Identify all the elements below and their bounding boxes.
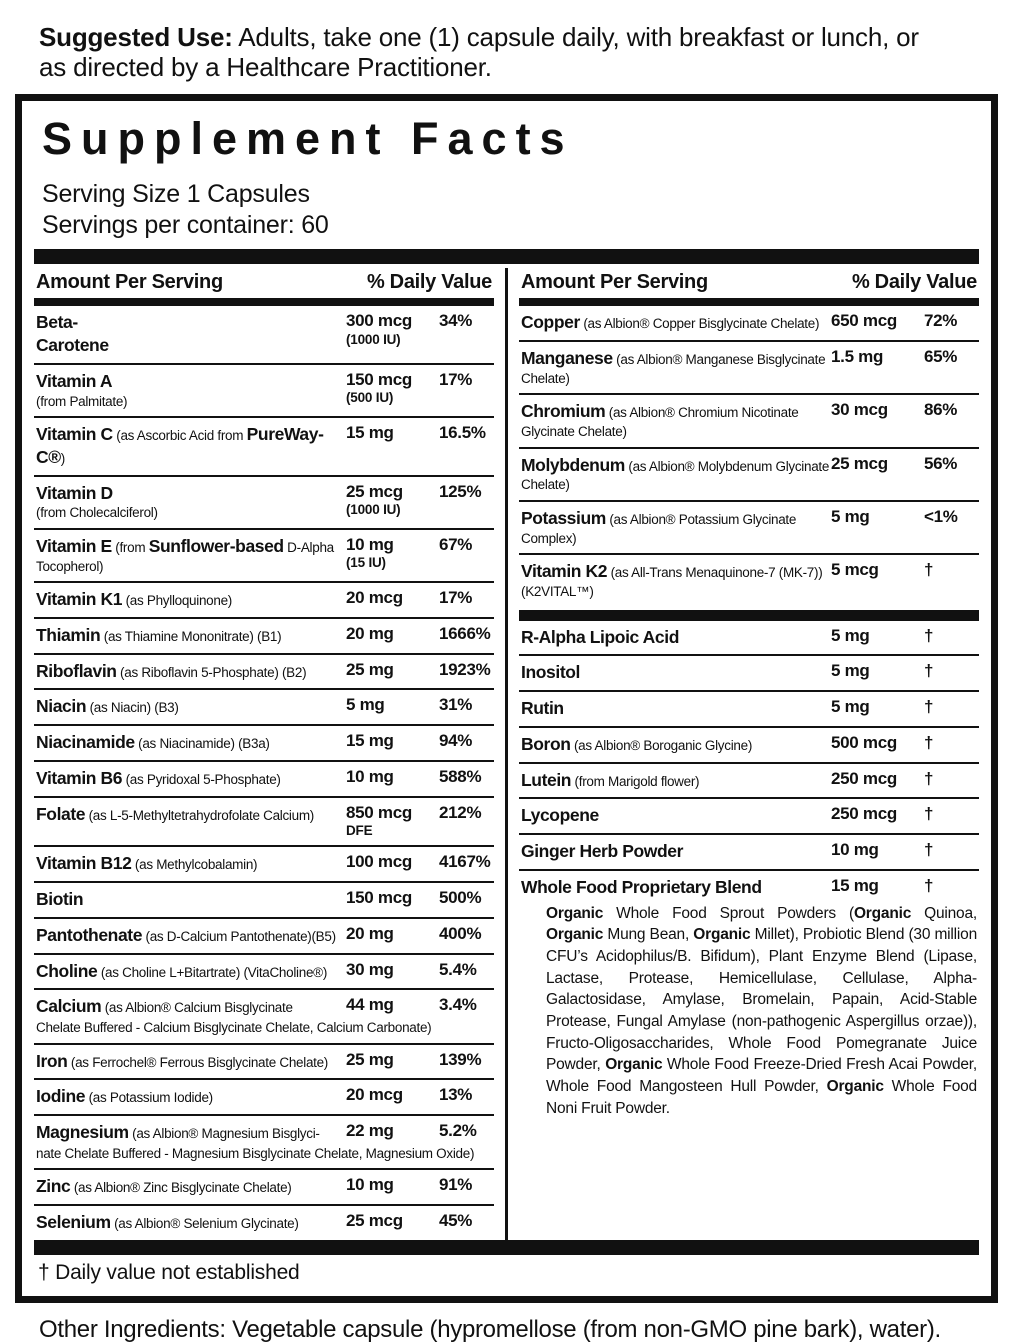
nutrient-daily-value: † (924, 768, 934, 788)
nutrient-name: Lycopene (521, 805, 599, 826)
nutrient-row (34, 306, 494, 363)
nutrient-daily-value: † (924, 697, 934, 717)
nutrient-daily-value: 31% (439, 695, 473, 715)
nutrient-amount: 300 mcg (1000 IU) (346, 311, 412, 347)
nutrient-columns (34, 268, 979, 1240)
nutrient-daily-value: † (924, 625, 934, 645)
nutrient-daily-value: 125% (439, 481, 482, 501)
nutrient-row (34, 917, 494, 953)
nutrient-name: Riboflavin (as Riboflavin 5-Phosphate) (B2) (36, 660, 307, 681)
nutrient-row (519, 621, 979, 655)
nutrient-name: R-Alpha Lipoic Acid (521, 626, 680, 647)
nutrient-name: Folate (as L-5-Methyltetrahydrofolate Calcium) (36, 803, 314, 824)
nutrient-name: Vitamin D (from Cholecalciferol) (36, 482, 158, 521)
nutrient-daily-value: 94% (439, 731, 473, 751)
amount-per-serving-header: Amount Per Serving (36, 271, 223, 294)
nutrient-row (34, 1114, 494, 1168)
nutrient-amount: 20 mg (346, 923, 394, 943)
nutrient-name: Rutin (521, 698, 564, 719)
nutrient-name: Molybdenum (as Albion® Molybdenum Glycinate Chelate) (521, 454, 830, 493)
nutrient-amount: 20 mg (346, 623, 394, 643)
nutrient-amount: 10 mg (831, 840, 879, 860)
nutrient-daily-value: 34% (439, 311, 473, 331)
nutrient-row (34, 1204, 494, 1240)
nutrient-row (519, 797, 979, 833)
amount-per-serving-header: Amount Per Serving (521, 271, 708, 294)
nutrient-row (34, 475, 494, 528)
nutrient-row (34, 881, 494, 917)
nutrient-daily-value: 139% (439, 1049, 482, 1069)
nutrient-daily-value: † (924, 840, 934, 860)
nutrient-amount: 5 mg (831, 661, 870, 681)
nutrient-amount: 22 mg (346, 1121, 394, 1141)
nutrient-name: Vitamin K1 (as Phylloquinone) (36, 589, 232, 610)
nutrient-amount: 30 mg (346, 959, 394, 979)
panel-title: Supplement Facts (42, 113, 574, 165)
nutrient-amount: 100 mcg (346, 852, 412, 872)
nutrient-row (34, 796, 494, 846)
nutrient-daily-value: 17% (439, 369, 473, 389)
nutrient-name: Magnesium (as Albion® Magnesium Bisglyci- (36, 1122, 320, 1143)
nutrient-row (34, 688, 494, 724)
column-divider (505, 268, 508, 1240)
nutrient-name: Beta- Carotene (36, 312, 109, 356)
nutrient-name: Vitamin B12 (as Methylcobalamin) (36, 853, 258, 874)
nutrient-amount: 25 mcg (831, 453, 888, 473)
nutrient-name: Niacin (as Niacin) (B3) (36, 696, 179, 717)
nutrient-amount: 15 mg (831, 875, 879, 895)
daily-value-header: % Daily Value (851, 271, 977, 294)
nutrient-name: Vitamin K2 (as All-Trans Menaquinone-7 (MK-7)) (K2VITAL™) (521, 561, 823, 599)
suggested-use-label: Suggested Use: (39, 22, 233, 52)
nutrient-name: Iron (as Ferrochel® Ferrous Bisglycinate Chelate) (36, 1050, 329, 1071)
other-ingredients: Other Ingredients: Vegetable capsule (hypromellose (from non-GMO pine bark), water). (39, 1315, 941, 1343)
nutrient-amount: 15 mg (346, 731, 394, 751)
nutrient-row (519, 726, 979, 762)
nutrient-name: Potassium (as Albion® Potassium Glycinate Complex) (521, 507, 797, 546)
nutrient-daily-value: 72% (924, 311, 958, 331)
nutrient-row (34, 953, 494, 989)
nutrient-daily-value: 91% (439, 1175, 473, 1195)
daily-value-header: % Daily Value (366, 271, 492, 294)
nutrient-daily-value: 45% (439, 1211, 473, 1231)
supplement-facts-panel (15, 94, 998, 1303)
nutrient-row (34, 581, 494, 617)
nutrient-name: Inositol (521, 662, 581, 683)
nutrient-daily-value: 1923% (439, 659, 491, 679)
right-nutrient-list (519, 306, 979, 1127)
nutrient-row (34, 845, 494, 881)
nutrient-amount: 10 mg (15 IU) (346, 534, 394, 571)
nutrient-amount: 20 mcg (346, 588, 403, 608)
nutrient-row (519, 553, 979, 606)
nutrient-name: Iodine (as Potassium Iodide) (36, 1086, 213, 1107)
right-column-header (519, 268, 979, 298)
nutrient-amount: 5 mg (831, 506, 870, 526)
nutrient-amount: 5 mcg (831, 560, 879, 580)
left-column-header (34, 268, 494, 298)
nutrient-daily-value: <1% (924, 506, 958, 526)
nutrient-name: Ginger Herb Powder (521, 841, 683, 862)
nutrient-row (519, 393, 979, 446)
nutrient-amount: 250 mcg (831, 768, 897, 788)
nutrient-row (519, 762, 979, 798)
nutrient-name: Vitamin C (as Ascorbic Acid from PureWay-C®) (36, 424, 324, 467)
nutrient-amount: 150 mcg (346, 888, 412, 908)
nutrient-daily-value: 17% (439, 588, 473, 608)
nutrient-row (519, 500, 979, 553)
nutrient-row (34, 653, 494, 689)
nutrient-name: Vitamin A (from Palmitate) (36, 370, 128, 409)
suggested-use (39, 22, 944, 82)
nutrient-daily-value: † (924, 804, 934, 824)
nutrient-daily-value: 3.4% (439, 995, 477, 1015)
nutrient-amount: 10 mg (346, 766, 394, 786)
section-divider-top (34, 249, 979, 264)
nutrient-daily-value: 500% (439, 888, 482, 908)
nutrient-daily-value: † (924, 661, 934, 681)
nutrient-daily-value: 16.5% (439, 423, 486, 443)
nutrient-name: Thiamin (as Thiamine Mononitrate) (B1) (36, 624, 282, 645)
nutrient-amount: 250 mcg (831, 804, 897, 824)
header-underline-bar (519, 298, 979, 306)
serving-size: Serving Size 1 Capsules (42, 180, 310, 209)
nutrient-daily-value: 212% (439, 802, 482, 822)
nutrient-daily-value: 13% (439, 1085, 473, 1105)
nutrient-daily-value: 588% (439, 766, 482, 786)
nutrient-amount: 10 mg (346, 1175, 394, 1195)
section-divider-bottom (34, 1240, 979, 1255)
suggested-use-text: Adults, take one (1) capsule daily, with breakfast or lunch, or as directed by a Healthcare Practitioner. (39, 22, 919, 83)
nutrient-amount: 500 mcg (831, 732, 897, 752)
header-underline-bar (34, 298, 494, 306)
nutrient-row (519, 654, 979, 690)
nutrient-daily-value: 5.2% (439, 1121, 477, 1141)
nutrient-name: Chromium (as Albion® Chromium Nicotinate Glycinate Chelate) (521, 401, 799, 440)
nutrient-name: Selenium (as Albion® Selenium Glycinate) (36, 1212, 299, 1233)
nutrient-row (34, 1168, 494, 1204)
nutrient-daily-value: 65% (924, 347, 958, 367)
nutrient-amount: 25 mcg (1000 IU) (346, 481, 403, 517)
nutrient-row (34, 617, 494, 653)
nutrient-row (519, 690, 979, 726)
nutrient-daily-value: 5.4% (439, 959, 477, 979)
nutrient-name: Biotin (36, 889, 84, 910)
nutrient-row (34, 528, 494, 581)
daily-value-footnote: † Daily value not established (38, 1260, 300, 1284)
nutrient-daily-value: 4167% (439, 852, 491, 872)
nutrient-amount: 25 mg (346, 1049, 394, 1069)
nutrient-name: Manganese (as Albion® Manganese Bisglycinate Chelate) (521, 348, 826, 386)
nutrient-row (34, 760, 494, 796)
nutrient-row (519, 833, 979, 869)
nutrient-amount: 850 mcg DFE (346, 802, 412, 839)
servings-per-container: Servings per container: 60 (42, 210, 329, 239)
nutrient-name: Copper (as Albion® Copper Bisglycinate Chelate) (521, 312, 820, 333)
nutrient-amount: 15 mg (346, 423, 394, 443)
right-column (519, 268, 979, 1240)
nutrient-name: Calcium (as Albion® Calcium Bisglycinate (36, 996, 293, 1017)
nutrient-daily-value: † (924, 560, 934, 580)
nutrient-daily-value: 400% (439, 923, 482, 943)
section-divider (519, 610, 979, 621)
nutrient-name: Vitamin E (from Sunflower-based D-Alpha Tocopherol) (36, 535, 334, 574)
nutrient-name: Boron (as Albion® Boroganic Glycine) (521, 733, 753, 754)
nutrient-amount: 20 mcg (346, 1085, 403, 1105)
nutrient-daily-value: 56% (924, 453, 958, 473)
nutrient-name: Pantothenate (as D-Calcium Pantothenate)(B5) (36, 924, 336, 945)
nutrient-name: Zinc (as Albion® Zinc Bisglycinate Chelate) (36, 1176, 292, 1197)
nutrient-amount: 1.5 mg (831, 347, 884, 367)
nutrient-daily-value: 86% (924, 400, 958, 420)
nutrient-amount: 25 mg (346, 659, 394, 679)
nutrient-amount: 5 mg (346, 695, 385, 715)
nutrient-name-continued: Chelate Buffered - Calcium Bisglycinate Chelate, Calcium Carbonate) (36, 1020, 432, 1036)
left-column (34, 268, 494, 1240)
nutrient-daily-value: † (924, 875, 934, 895)
nutrient-amount: 30 mcg (831, 400, 888, 420)
nutrient-daily-value: 67% (439, 534, 473, 554)
nutrient-row (519, 306, 979, 340)
nutrient-row (34, 1078, 494, 1114)
nutrient-row (519, 340, 979, 393)
nutrient-row (34, 1043, 494, 1079)
nutrient-amount: 25 mcg (346, 1211, 403, 1231)
nutrient-row (519, 869, 979, 1128)
nutrient-name: Choline (as Choline L+Bitartrate) (VitaCholine®) (36, 960, 328, 981)
nutrient-row (34, 363, 494, 416)
nutrient-row (519, 447, 979, 500)
nutrient-name: Lutein (from Marigold flower) (521, 769, 700, 790)
nutrient-name: Vitamin B6 (as Pyridoxal 5-Phosphate) (36, 767, 281, 788)
nutrient-row (34, 416, 494, 475)
nutrient-row (34, 988, 494, 1042)
nutrient-amount: 44 mg (346, 995, 394, 1015)
nutrient-name: Niacinamide (as Niacinamide) (B3a) (36, 732, 270, 753)
nutrient-amount: 650 mcg (831, 311, 897, 331)
nutrient-daily-value: 1666% (439, 623, 491, 643)
nutrient-amount: 5 mg (831, 625, 870, 645)
nutrient-daily-value: † (924, 732, 934, 752)
nutrient-name-continued: nate Chelate Buffered - Magnesium Bisglycinate Chelate, Magnesium Oxide) (36, 1145, 475, 1161)
nutrient-name: Whole Food Proprietary Blend (521, 876, 762, 897)
nutrient-amount: 5 mg (831, 697, 870, 717)
left-nutrient-list (34, 306, 494, 1240)
proprietary-blend-description: Organic Whole Food Sprout Powders (Organic Quinoa, Organic Mung Bean, Organic Millet), Probiotic Blend (30 million CFU’s Acidophilus/B. Bifidum), Plant Enzyme Blend (Lipase, Lactase, Protease, Hemicellulase, Cellulase, Alpha-Galactosidase, Amylase, Bromelain, Papain, Acid-Stable Protease, Fungal Amylase (non-pathogenic Aspergillus orzae)), Fructo-Oligosaccharides, Whole Food Pomegranate Juice Powder, Organic Whole Food Freeze-Dried Fresh Acai Powder, Whole Food Mangosteen Hull Powder, Organic Whole Food Noni Fruit Powder. (546, 904, 977, 1117)
nutrient-amount: 150 mcg (500 IU) (346, 369, 412, 406)
nutrient-row (34, 724, 494, 760)
